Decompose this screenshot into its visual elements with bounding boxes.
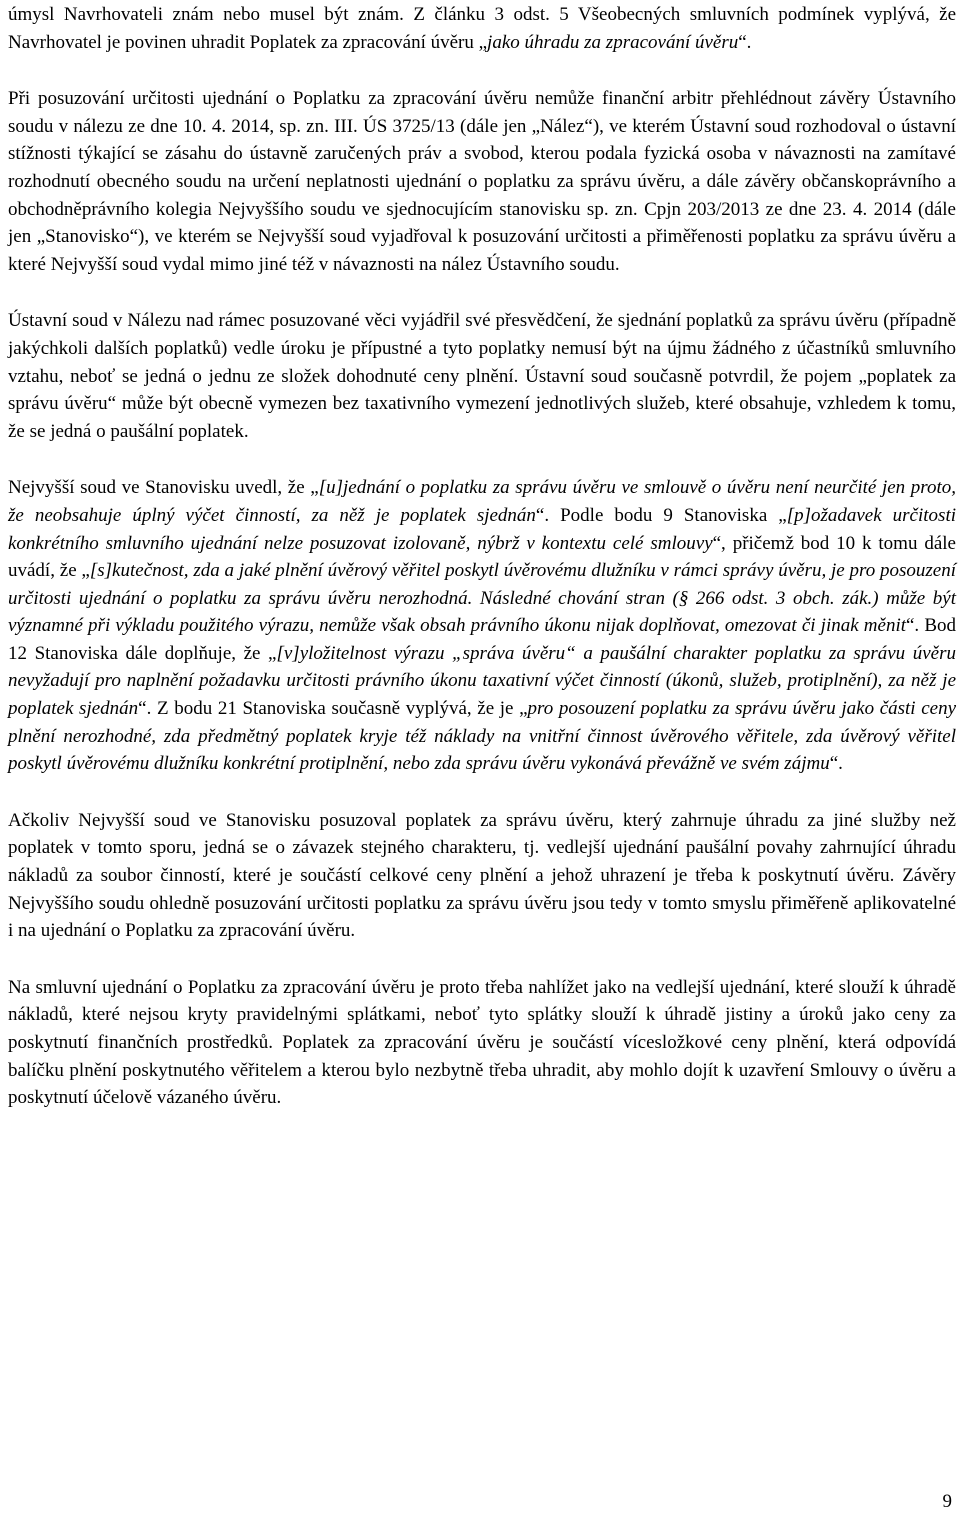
quoted-text: [v]yložitelnost výrazu „správa úvěru“ a paušální charakter poplatku za správu úvěru nevyžadují pro naplnění požadavku určitosti právního úkonu taxativní výčet činností (úkonů, služeb, protiplnění), za něž je poplatek sjednán [8, 642, 956, 720]
document-body [8, 1, 956, 1112]
paragraph-4 [8, 474, 956, 778]
quoted-text: jako úhradu za zpracování úvěru [487, 31, 739, 53]
paragraph-2 [8, 85, 956, 278]
paragraph-3 [8, 307, 956, 445]
text-segment: Na smluvní ujednání o Poplatku za zpracování úvěru je proto třeba nahlížet jako na vedlejší ujednání, které slouží k úhradě nákladů, které nejsou kryty pravidelnými splátkami, neboť tyto splátky slouží k úhradě jistiny a úroků jako ceny za poskytnutí finančních prostředků. Poplatek za zpracování úvěru je součástí vícesložkové ceny plnění, která odpovídá balíčku plnění poskytnutého věřitelem a kterou bylo nezbytně třeba uhradit, aby mohlo dojít k uzavření Smlouvy o úvěru a poskytnutí účelově vázaného úvěru. [8, 976, 956, 1109]
quoted-text: [s]kutečnost, zda a jaké plnění úvěrový věřitel poskytl úvěrovému dlužníku v rámci správy úvěru, je pro posouzení určitosti ujednání o poplatku za správu úvěru nerozhodná. Následné chování stran (§ 266 odst. 3 obch. zák.) může být významné při výkladu použitého výrazu, nemůže však obsah právního úkonu nijak doplňovat, omezovat či jinak měnit [8, 560, 957, 637]
text-segment: “. [738, 31, 752, 53]
document-page [8, 0, 956, 1141]
text-segment: Ačkoliv Nejvyšší soud ve Stanovisku posuzoval poplatek za správu úvěru, který zahrnuje úhradu za jiné služby než poplatek v tomto sporu, jedná se o závazek stejného charakteru, tj. vedlejší ujednání paušální povahy zahrnující úhradu nákladů za soubor činností, které je součástí celkové ceny plnění a jehož uhrazení je třeba k poskytnutí úvěru. Závěry Nejvyššího soudu ohledně posuzování určitosti poplatku za správu úvěru jsou tedy v tomto smyslu přiměřeně aplikovatelné i na ujednání o Poplatku za zpracování úvěru. [8, 809, 956, 942]
text-segment: “. Z bodu 21 Stanoviska současně vyplývá, že je „ [138, 698, 528, 720]
quoted-text: [u]jednání o poplatku za správu úvěru ve smlouvě o úvěru není neurčité jen proto, že neobsahuje úplný výčet činností, za něž je poplatek sjednán [8, 477, 956, 526]
quoted-text: [p]ožadavek určitosti konkrétního smluvního ujednání nelze posuzovat izolovaně, nýbrž v kontextu celé smlouvy [8, 504, 957, 554]
paragraph-1 [8, 1, 956, 56]
quoted-text: pro posouzení poplatku za správu úvěru jako části ceny plnění nerozhodné, zda předmětný poplatek kryje též náklady na vnitřní činnost úvěrového věřitele, zda úvěrový věřitel poskytl úvěrovému dlužníku konkrétní protiplnění, nebo zda správu úvěru vykonává převážně ve svém zájmu [8, 698, 957, 775]
text-segment: “. Bod 12 Stanoviska dále doplňuje, že „ [8, 615, 956, 664]
page-number: 9 [942, 1491, 952, 1512]
paragraph-6 [8, 974, 956, 1112]
text-segment: Ústavní soud v Nálezu nad rámec posuzované věci vyjádřil své přesvědčení, že sjednání poplatků za správu úvěru (případně jakýchkoli dalších poplatků) vedle úroku je přípustné a tyto poplatky nemusí být na újmu žádného z účastníků smluvního vztahu, neboť se jedná o jednu ze složek dohodnuté ceny plnění. Ústavní soud současně potvrdil, že pojem „poplatek za správu úvěru“ může být obecně vymezen bez taxativního vymezení jednotlivých služeb, které obsahuje, vzhledem k tomu, že se jedná o paušální poplatek. [8, 310, 956, 442]
text-segment: “, přičemž bod 10 k tomu dále uvádí, že „ [8, 532, 956, 582]
text-segment: Při posuzování určitosti ujednání o Poplatku za zpracování úvěru nemůže finanční arbitr přehlédnout závěry Ústavního soudu v nálezu ze dne 10. 4. 2014, sp. zn. III. ÚS 3725/13 (dále jen „Nález“), ve kterém Ústavní soud rozhodoval o ústavní stížnosti týkající se zásahu do ústavně zaručených práv a svobod, kterou podala fyzická osoba v návaznosti na zamítavé rozhodnutí obecného soudu na určení neplatnosti ujednání o poplatku za správu úvěru, a dále závěry občanskoprávního a obchodněprávního kolegia Nejvyššího soudu ve sjednocujícím stanovisku sp. zn. Cpjn 203/2013 ze dne 23. 4. 2014 (dále jen „Stanovisko“), ve kterém se Nejvyšší soud vyjadřoval k posuzování určitosti a přiměřenosti poplatku za správu úvěru a které Nejvyšší soud vydal mimo jiné též v návaznosti na nález Ústavního soudu. [8, 88, 956, 275]
text-segment: úmysl Navrhovateli znám nebo musel být znám. Z článku 3 odst. 5 Všeobecných smluvních podmínek vyplývá, že Navrhovatel je povinen uhradit Poplatek za zpracování úvěru „ [8, 4, 956, 53]
text-segment: “. Podle bodu 9 Stanoviska „ [535, 504, 787, 526]
text-segment: “. [829, 753, 843, 775]
paragraph-5 [8, 807, 956, 945]
text-segment: Nejvyšší soud ve Stanovisku uvedl, že „ [8, 477, 319, 499]
